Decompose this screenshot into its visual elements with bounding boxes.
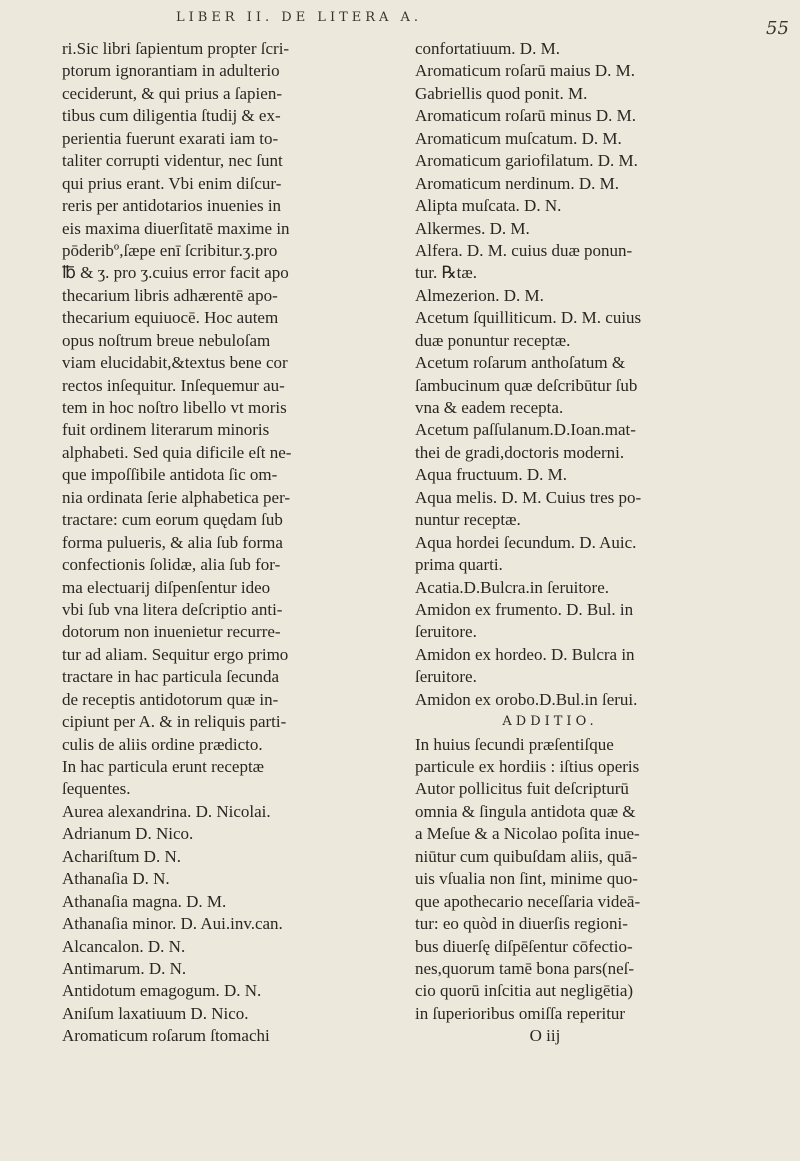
left-column: [62, 38, 402, 1048]
text-line: Gabriellis quod ponit. M.: [415, 83, 588, 103]
text-line: Alfera. D. M. cuius duæ ponun-: [415, 240, 633, 260]
text-line: ptorum ignorantiam in adulterio: [62, 61, 280, 81]
text-line: perientia fuerunt exarati iam to-: [62, 128, 279, 148]
text-line: Adrianum D. Nico.: [62, 824, 194, 844]
text-line: Aromaticum nerdinum. D. M.: [415, 173, 619, 193]
text-line: thecarium libris adhærentē apo-: [62, 285, 278, 305]
text-line: duæ ponuntur receptæ.: [415, 330, 571, 350]
text-line: cio quorū inſcitia aut negligētia): [415, 981, 634, 1001]
text-line: cipiunt per A. & in reliquis parti-: [62, 712, 287, 732]
text-line: nuntur receptæ.: [415, 510, 521, 530]
text-line: niūtur cum quibuſdam aliis, quā-: [415, 846, 638, 866]
text-line: tibus cum diligentia ſtudij & ex-: [62, 106, 281, 126]
text-line: Aromaticum roſarū maius D. M.: [415, 61, 636, 81]
text-line: tractare: cum eorum quędam ſub: [62, 510, 283, 530]
text-line: Almezerion. D. M.: [415, 285, 544, 305]
text-line: vbi ſub vna litera deſcriptio anti-: [62, 599, 283, 619]
text-line: Acatia.D.Bulcra.in ſeruitore.: [415, 577, 610, 597]
text-line: Alkermes. D. M.: [415, 218, 530, 238]
text-line: Acetum roſarum anthoſatum &: [415, 353, 626, 373]
text-line: Alcancalon. D. N.: [62, 936, 186, 956]
text-line: Aniſum laxatiuum D. Nico.: [62, 1003, 249, 1023]
text-line: Aqua melis. D. M. Cuius tres po-: [415, 487, 642, 507]
text-line: ceciderunt, & qui prius a ſapien-: [62, 83, 282, 103]
text-line: viam elucidabit,&textus bene cor: [62, 353, 288, 373]
text-line: In hac particula erunt receptæ: [62, 757, 265, 776]
text-line: tur ad aliam. Sequitur ergo primo: [62, 644, 289, 664]
text-line: particule ex hordiis : iſtius operis: [415, 757, 640, 776]
text-line: de receptis antidotorum quæ in-: [62, 689, 279, 709]
text-line: Athanaſia magna. D. M.: [62, 891, 227, 911]
text-line: Athanaſia D. N.: [62, 869, 170, 889]
running-title: LIBER II. DE LITERA A.: [176, 10, 423, 25]
text-line: Athanaſia minor. D. Aui.inv.can.: [62, 914, 283, 934]
text-line: Aromaticum muſcatum. D. M.: [415, 128, 622, 148]
text-line: Antimarum. D. N.: [62, 958, 187, 978]
text-line: ma electuarij diſpenſentur ideo: [62, 577, 271, 597]
text-line: alphabeti. Sed quia dificile eſt ne-: [62, 442, 292, 462]
text-line: qui prius erant. Vbi enim diſcur-: [62, 173, 282, 193]
text-line: thecarium equiuocē. Hoc autem: [62, 308, 279, 328]
text-line: nes,quorum tamē bona pars(neſ-: [415, 958, 635, 978]
text-line: fuit ordinem literarum minoris: [62, 420, 270, 440]
text-line: tem in hoc noſtro libello vt moris: [62, 398, 287, 417]
text-line: ſequentes.: [62, 779, 131, 799]
text-line: Aromaticum roſarum ſtomachi: [62, 1026, 270, 1046]
text-line: tractare in hac particula ſecunda: [62, 667, 280, 687]
text-line: ſeruitore.: [415, 667, 477, 687]
text-line: thei de gradi,doctoris moderni.: [415, 442, 625, 462]
text-line: Achariſtum D. N.: [62, 846, 181, 866]
text-line: reris per antidotarios inuenies in: [62, 196, 282, 216]
text-line: culis de aliis ordine prædicto.: [62, 734, 263, 754]
page-number: 55: [766, 18, 789, 39]
text-line: vna & eadem recepta.: [415, 398, 564, 417]
text-line: bus diuerſę diſpēſentur cōfectio-: [415, 936, 633, 956]
text-line: Acetum paſſulanum.D.Ioan.mat-: [415, 420, 636, 440]
section-heading: ADDITIO.: [502, 714, 598, 730]
text-line: tur: eo quòd in diuerſis regioni-: [415, 914, 628, 934]
right-column: [415, 38, 775, 1048]
text-line: Aqua fructuum. D. M.: [415, 465, 568, 485]
text-line: taliter corrupti videntur, nec ſunt: [62, 151, 283, 171]
text-line: ri.Sic libri ſapientum propter ſcri-: [62, 39, 290, 58]
text-line: In huius ſecundi præſentiſque: [415, 734, 614, 754]
text-line: nia ordinata ſerie alphabetica per-: [62, 487, 291, 507]
text-line: Acetum ſquilliticum. D. M. cuius: [415, 308, 642, 328]
text-line: ſambucinum quæ deſcribūtur ſub: [415, 375, 638, 395]
text-line: prima quarti.: [415, 555, 503, 575]
text-line: Autor pollicitus fuit deſcripturū: [415, 779, 629, 799]
text-line: opus noſtrum breue nebuloſam: [62, 330, 271, 350]
text-line: confectionis ſolidæ, alia ſub for-: [62, 555, 281, 575]
text-line: forma pulueris, & alia ſub forma: [62, 532, 283, 552]
text-line: rectos inſequitur. Inſequemur au-: [62, 375, 285, 395]
text-line: ſeruitore.: [415, 622, 477, 642]
text-line: dotorum non inuenietur recurre-: [62, 622, 281, 642]
signature-mark: O iij: [529, 1026, 561, 1046]
text-line: Aromaticum roſarū minus D. M.: [415, 106, 636, 126]
text-line: Aqua hordei ſecundum. D. Auic.: [415, 532, 637, 552]
text-line: ℔ & ʒ. pro ʒ.cuius error facit apo: [62, 263, 289, 283]
text-line: Amidon ex orobo.D.Bul.in ſerui.: [415, 689, 638, 709]
text-line: Amidon ex frumento. D. Bul. in: [415, 599, 634, 619]
text-line: que apothecario neceſſaria videā-: [415, 891, 641, 911]
text-line: confortatiuum. D. M.: [415, 39, 560, 58]
text-line: in ſuperioribus omiſſa reperitur: [415, 1003, 626, 1023]
text-line: tur. ℞tæ.: [415, 263, 477, 283]
text-line: Aromaticum gariofilatum. D. M.: [415, 151, 638, 171]
text-line: que impoſſibile antidota ſic om-: [62, 465, 278, 485]
text-line: Alipta muſcata. D. N.: [415, 196, 562, 216]
text-line: Amidon ex hordeo. D. Bulcra in: [415, 644, 635, 664]
text-line: uis vſualia non ſint, minime quo-: [415, 869, 638, 889]
text-line: pōderibº,ſæpe enī ſcribitur.ʒ.pro: [62, 240, 278, 260]
text-line: omnia & ſingula antidota quæ &: [415, 801, 636, 821]
text-line: a Meſue & a Nicolao poſita inue-: [415, 824, 640, 844]
text-line: Aurea alexandrina. D. Nicolai.: [62, 801, 271, 821]
text-line: eis maxima diuerſitatē maxime in: [62, 218, 290, 238]
text-line: Antidotum emagogum. D. N.: [62, 981, 262, 1001]
